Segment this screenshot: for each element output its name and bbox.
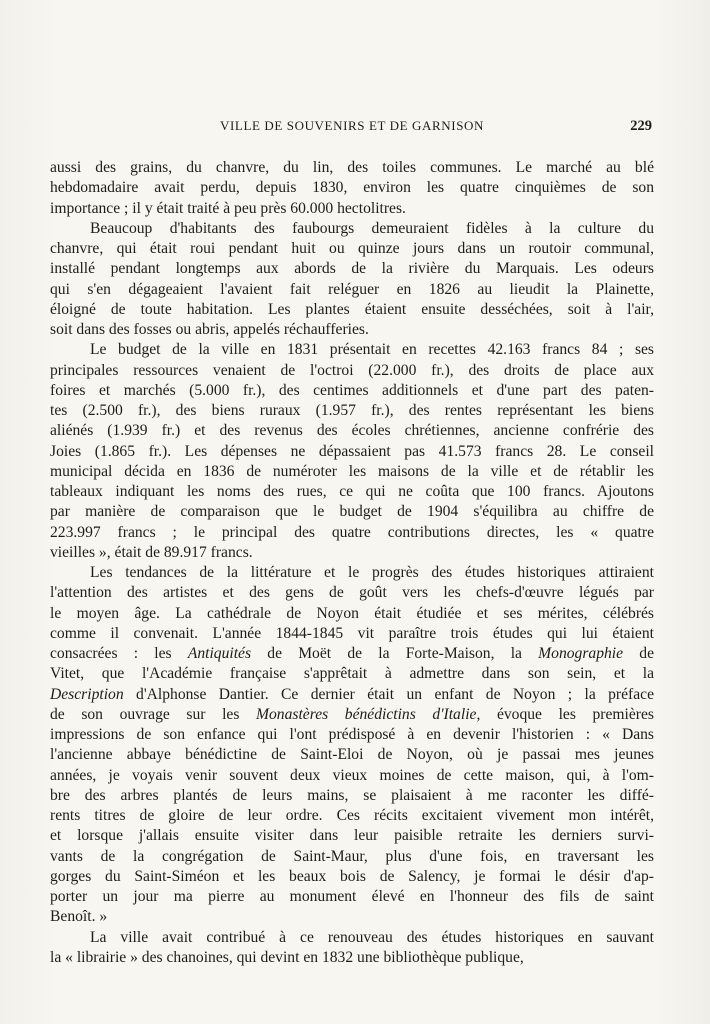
text-line: tableaux indiquant les noms des rues, ce qui ne coûta que 100 francs. Ajoutons <box>50 483 654 500</box>
text-line: impressions de son enfance qui l'ont prédisposé à en devenir l'historien : « Dans <box>50 726 654 743</box>
text-line: installé pendant longtemps aux abords de la rivière du Marquais. Les odeurs <box>50 260 654 278</box>
text-line: aliénés (1.939 fr.) et des revenus des écoles chrétiennes, ancienne confrérie des <box>50 422 654 440</box>
text-line: par manière de comparaison que le budget de 1904 s'équilibra au chiffre de <box>50 503 654 521</box>
text-line: et lorsque j'allais ensuite visiter dans leur paisible retraite les derniers survi- <box>50 827 654 845</box>
text-line: années, je voyais venir souvent deux vieux moines de cette maison, qui, à l'om- <box>50 766 654 784</box>
page-number: 229 <box>630 118 652 134</box>
text-line: aussi des grains, du chanvre, du lin, des toiles communes. Le marché au blé <box>50 159 654 176</box>
text-line: Beaucoup d'habitants des faubourgs demeuraient fidèles à la culture du <box>90 219 654 237</box>
text-line: chanvre, qui était roui pendant huit ou quinze jours dans un routoir communal, <box>50 240 654 257</box>
text-line: vieilles », était de 89.917 francs. <box>50 543 253 561</box>
body-text <box>50 158 654 968</box>
text-line: qui s'en dégageaient l'avaient fait reléguer en 1826 au lieudit la Plainette, <box>50 280 654 298</box>
text-line: Le budget de la ville en 1831 présentait en recettes 42.163 francs 84 ; ses <box>90 341 654 359</box>
text-line: Les tendances de la littérature et le progrès des études historiques attiraient <box>90 564 654 581</box>
text-line: Benoît. » <box>50 908 108 926</box>
text-line: bre des arbres plantés de leurs mains, se plaisaient à me raconter les diffé- <box>50 786 654 804</box>
paragraph <box>50 158 654 219</box>
text-line: Joies (1.865 fr.). Les dépenses ne dépassaient pas 41.573 francs 28. Le conseil <box>50 442 654 460</box>
text-line: rents titres de gloire de leur ordre. Ces récits excitaient vivement mon intérêt, <box>50 807 654 824</box>
paragraph <box>50 219 654 341</box>
text-line: Description d'Alphonse Dantier. Ce dernier était un enfant de Noyon ; la préface <box>50 685 654 703</box>
text-line: l'attention des artistes et des gens de goût vers les chefs-d'œuvre légués par <box>50 584 654 602</box>
text-line: l'ancienne abbaye bénédictine de Saint-Eloi de Noyon, où je passai mes jeunes <box>50 746 654 764</box>
running-title: VILLE DE SOUVENIRS ET DE GARNISON <box>219 118 485 133</box>
paragraph <box>50 928 654 969</box>
paragraph <box>50 563 654 928</box>
text-line: importance ; il y était traité à peu près 60.000 hectolitres. <box>50 199 406 217</box>
text-line: Vitet, que l'Académie française s'apprêtait à admettre dans son sein, et la <box>50 665 654 683</box>
text-line: éloigné de toute habitation. Les plantes étaient ensuite desséchées, soit à l'air, <box>50 300 654 318</box>
text-line: 223.997 francs ; le principal des quatre contributions directes, les « quatre <box>50 523 654 541</box>
text-line: gorges du Saint-Siméon et les beaux bois de Salency, je formai le désir d'ap- <box>50 867 654 885</box>
text-line: porter un jour ma pierre au monument élevé en l'honneur des fils de saint <box>50 888 654 905</box>
text-line: le moyen âge. La cathédrale de Noyon était étudiée et ses mérites, célébrés <box>50 604 654 622</box>
text-line: hebdomadaire avait perdu, depuis 1830, environ les quatre cinquièmes de son <box>50 179 654 197</box>
text-line: soit dans des fosses ou abris, appelés réchaufferies. <box>50 321 369 338</box>
text-line: la « librairie » des chanoines, qui devint en 1832 une bibliothèque publique, <box>50 948 524 966</box>
page-header <box>50 118 654 140</box>
text-line: vants de la congrégation de Saint-Maur, plus d'une fois, en traversant les <box>50 847 654 865</box>
text-line: consacrées : les Antiquités de Moët de la Forte-Maison, la Monographie de <box>50 645 654 662</box>
text-line: municipal décida en 1836 de numéroter les maisons de la ville et de rétablir les <box>50 462 654 480</box>
text-line: foires et marchés (5.000 fr.), des centimes additionnels et d'une part des paten- <box>50 381 654 399</box>
text-line: tes (2.500 fr.), des biens ruraux (1.957 fr.), des rentes représentant les biens <box>50 402 654 419</box>
text-line: La ville avait contribué à ce renouveau des études historiques en sauvant <box>90 928 654 946</box>
text-line: de son ouvrage sur les Monastères bénédictins d'Italie, évoque les premières <box>50 705 654 723</box>
text-line: comme il convenait. L'année 1844-1845 vit paraître trois études qui lui étaient <box>50 624 654 642</box>
text-line: principales ressources venaient de l'octroi (22.000 fr.), des droits de place aux <box>50 361 654 379</box>
paragraph <box>50 340 654 563</box>
